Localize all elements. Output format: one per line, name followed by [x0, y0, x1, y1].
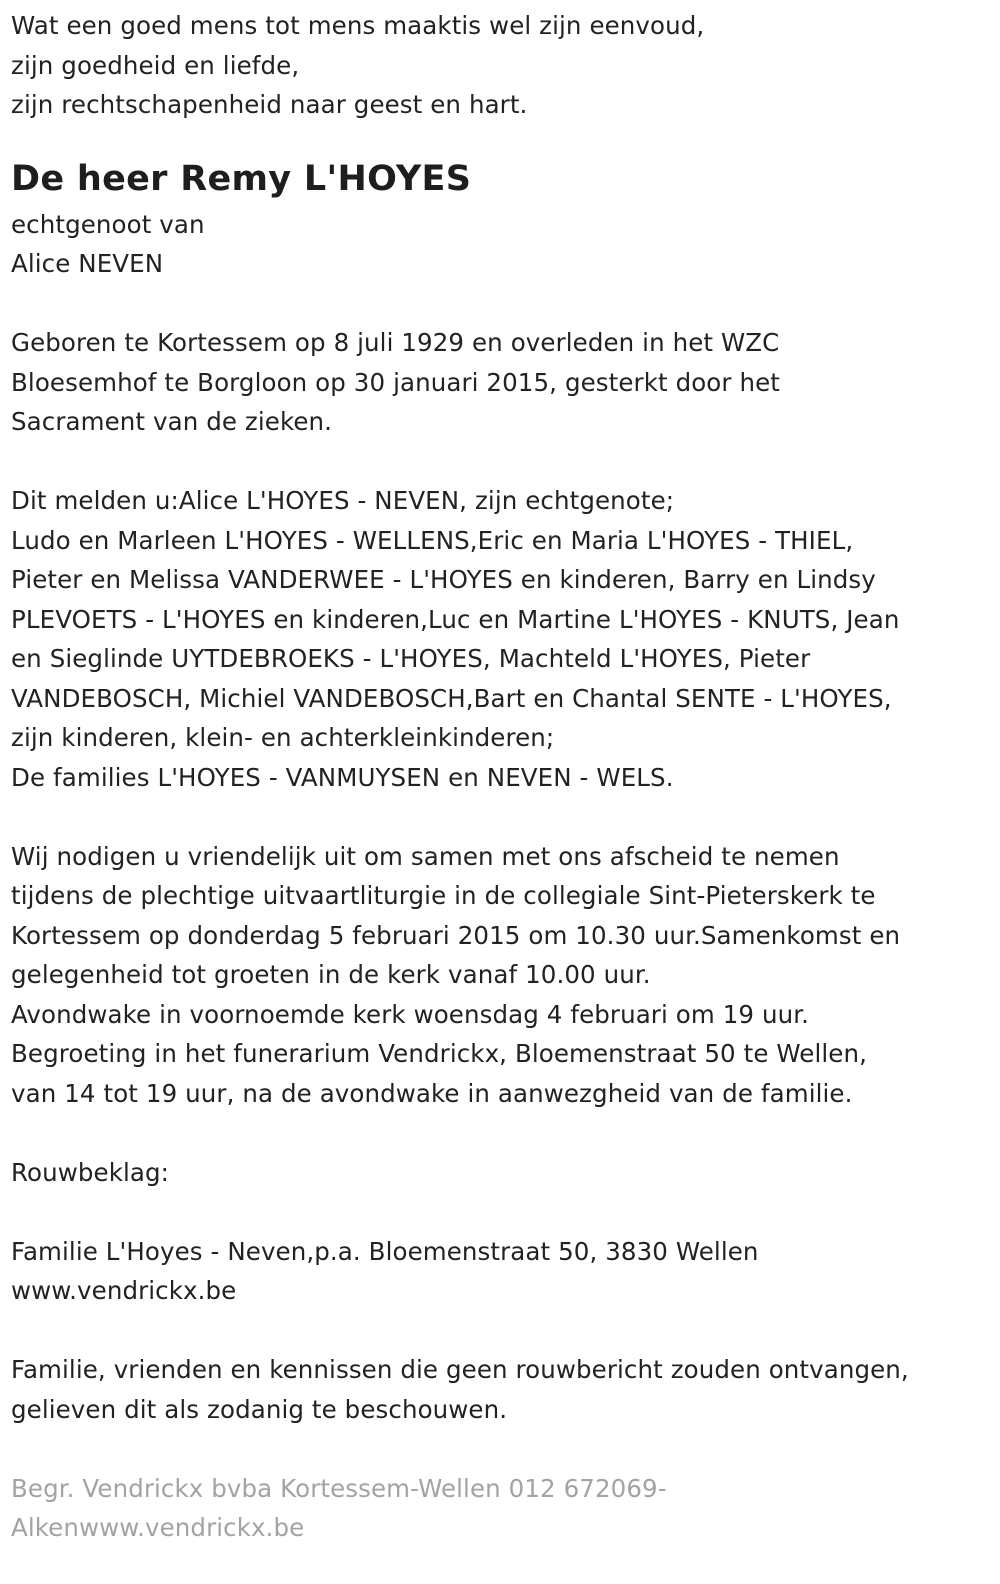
paragraph-line: Ludo en Marleen L'HOYES - WELLENS,Eric en Maria L'HOYES - THIEL,: [11, 525, 854, 555]
poem: [11, 6, 1000, 125]
condolence-label: Rouwbeklag:: [11, 1157, 170, 1187]
footer-line: Begr. Vendrickx bvba Kortessem-Wellen 012 672069-: [11, 1473, 667, 1503]
announcers-paragraph: [11, 481, 1000, 797]
poem-line: zijn rechtschapenheid naar geest en hart.: [11, 90, 528, 119]
paragraph-line: De families L'HOYES - VANMUYSEN en NEVEN - WELS.: [11, 762, 674, 792]
paragraph-line: Kortessem op donderdag 5 februari 2015 om 10.30 uur.Samenkomst en: [11, 920, 901, 950]
spacer: [11, 1429, 1000, 1469]
website-link[interactable]: www.vendrickx.be: [11, 1276, 237, 1305]
spacer: [11, 125, 1000, 149]
paragraph-line: van 14 tot 19 uur, na de avondwake in aanwezgheid van de familie.: [11, 1078, 853, 1108]
paragraph-line: gelieven dit als zodanig te beschouwen.: [11, 1394, 508, 1424]
spacer: [11, 1311, 1000, 1351]
poem-line: zijn goedheid en liefde,: [11, 50, 300, 80]
paragraph-line: Avondwake in voornoemde kerk woensdag 4 februari om 19 uur.: [11, 999, 810, 1029]
paragraph-line: PLEVOETS - L'HOYES en kinderen,Luc en Martine L'HOYES - KNUTS, Jean: [11, 604, 900, 634]
paragraph-line: Geboren te Kortessem op 8 juli 1929 en overleden in het WZC: [11, 328, 780, 357]
undertaker-footer: [11, 1469, 1000, 1548]
paragraph-line: en Sieglinde UYTDEBROEKS - L'HOYES, Machteld L'HOYES, Pieter: [11, 644, 811, 673]
spacer: [11, 284, 1000, 324]
condolence-address: [11, 1232, 1000, 1311]
ceremony-paragraph: [11, 837, 1000, 1114]
spouse-name: Alice NEVEN: [11, 249, 164, 278]
poem-line: Wat een goed mens tot mens maaktis wel zijn eenvoud,: [11, 11, 705, 40]
deceased-name: De heer Remy L'HOYES: [11, 158, 472, 199]
paragraph-line: Dit melden u:Alice L'HOYES - NEVEN, zijn echtgenote;: [11, 486, 675, 515]
paragraph-line: zijn kinderen, klein- en achterkleinkinderen;: [11, 723, 555, 752]
spouse-intro: echtgenoot van: [11, 209, 205, 239]
paragraph-line: Sacrament van de zieken.: [11, 407, 333, 436]
paragraph-line: VANDEBOSCH, Michiel VANDEBOSCH,Bart en Chantal SENTE - L'HOYES,: [11, 683, 892, 713]
spacer: [11, 442, 1000, 482]
paragraph-line: Bloesemhof te Borgloon op 30 januari 2015, gesterkt door het: [11, 367, 780, 397]
paragraph-line: tijdens de plechtige uitvaartliturgie in de collegiale Sint-Pieterskerk te: [11, 881, 876, 910]
closing-note: [11, 1350, 1000, 1429]
footer-line: Alkenwww.vendrickx.be: [11, 1513, 305, 1542]
spacer: [11, 797, 1000, 837]
paragraph-line: Wij nodigen u vriendelijk uit om samen met ons afscheid te nemen: [11, 841, 840, 871]
spacer: [11, 1113, 1000, 1153]
spacer: [11, 1192, 1000, 1232]
birth-death-paragraph: [11, 323, 1000, 442]
paragraph-line: gelegenheid tot groeten in de kerk vanaf 10.00 uur.: [11, 960, 651, 989]
paragraph-line: Familie, vrienden en kennissen die geen rouwbericht zouden ontvangen,: [11, 1355, 909, 1384]
paragraph-line: Pieter en Melissa VANDERWEE - L'HOYES en kinderen, Barry en Lindsy: [11, 565, 876, 594]
address-line: Familie L'Hoyes - Neven,p.a. Bloemenstraat 50, 3830 Wellen: [11, 1236, 759, 1266]
paragraph-line: Begroeting in het funerarium Vendrickx, Bloemenstraat 50 te Wellen,: [11, 1039, 867, 1068]
